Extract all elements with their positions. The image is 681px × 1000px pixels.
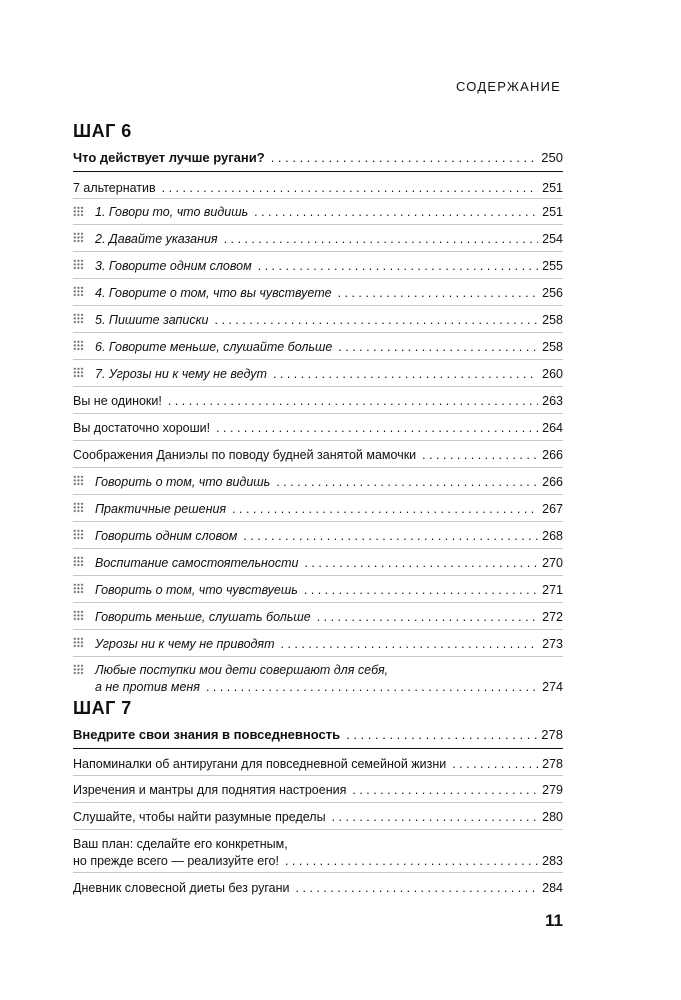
toc-entry-text: Практичные решения: [95, 502, 227, 516]
toc-subentry[interactable]: [73, 199, 563, 225]
toc-subentry[interactable]: [73, 603, 563, 630]
toc-page-number: 279: [542, 783, 563, 797]
toc-entry[interactable]: [73, 776, 563, 803]
grid-bullet-icon: [73, 206, 84, 217]
toc-entry-text: 6. Говорите меньше, слушайте больше: [95, 340, 333, 354]
toc-subentry[interactable]: [73, 252, 563, 279]
grid-bullet-icon: [73, 367, 84, 378]
toc-page-number: 251: [542, 205, 563, 219]
grid-bullet-icon: [73, 286, 84, 297]
toc-page-number: 260: [542, 367, 563, 381]
toc-entry-text: 5. Пишите записки: [95, 313, 209, 327]
grid-bullet-icon: [73, 340, 84, 351]
toc-entry-text: Воспитание самостоятельности: [95, 556, 299, 570]
grid-bullet-icon: [73, 664, 84, 675]
toc-page-number: 271: [542, 583, 563, 597]
grid-bullet-icon: [73, 313, 84, 324]
toc-entry-text-line1: Ваш план: сделайте его конкретным,: [73, 837, 288, 851]
toc-subentry[interactable]: [73, 225, 563, 252]
toc-entry-text-line2: но прежде всего — реализуйте его!: [73, 854, 279, 868]
toc-entry-text: Изречения и мантры для поднятия настроения: [73, 783, 347, 797]
toc-page-number: 267: [542, 502, 563, 516]
grid-bullet-icon: [73, 637, 84, 648]
toc-entry-text: Слушайте, чтобы найти разумные пределы: [73, 810, 326, 824]
toc-page-number: 268: [542, 529, 563, 543]
running-head: СОДЕРЖАНИЕ: [455, 79, 561, 94]
toc-entry-text: 3. Говорите одним словом: [95, 259, 252, 273]
toc-page-number: 278: [542, 757, 563, 771]
grid-bullet-icon: [73, 610, 84, 621]
step-6-section: [73, 121, 563, 697]
toc-page-number: 283: [542, 854, 563, 868]
toc-heading-step-7[interactable]: [73, 726, 563, 749]
toc-page-number: 256: [542, 286, 563, 300]
toc-page-number: 270: [542, 556, 563, 570]
toc-subentry[interactable]: [73, 549, 563, 576]
step-7-section: [73, 698, 563, 899]
toc-page-number: 273: [542, 637, 563, 651]
toc-subentry[interactable]: [73, 468, 563, 495]
toc-subentry[interactable]: [73, 279, 563, 306]
toc-subentry[interactable]: [73, 360, 563, 387]
toc-page-number: 266: [542, 448, 563, 462]
toc-entry[interactable]: [73, 749, 563, 776]
toc-entry-text: Дневник словесной диеты без ругани: [73, 881, 290, 895]
toc-entry-text: Соображения Даниэлы по поводу будней занятой мамочки: [73, 448, 417, 462]
toc-page-number: 258: [542, 313, 563, 327]
toc-entry-text: Вы не одиноки!: [73, 394, 162, 408]
toc-page-number: 264: [542, 421, 563, 435]
toc-page-number: 272: [542, 610, 563, 624]
toc-entry-text: 7 альтернатив: [73, 181, 156, 195]
toc-entry-text-line1: Любые поступки мои дети совершают для себя,: [95, 663, 389, 677]
page-number: 11: [545, 911, 563, 930]
toc-heading-text: Внедрите свои знания в повседневность: [73, 727, 341, 742]
toc-entry-text: Говорить о том, что видишь: [95, 475, 271, 489]
toc-page-number: 254: [542, 232, 563, 246]
grid-bullet-icon: [73, 475, 84, 486]
toc-page-number: 274: [542, 680, 563, 694]
toc-entry-text: 2. Давайте указания: [95, 232, 218, 246]
toc-subentry[interactable]: [73, 306, 563, 333]
toc-subentry[interactable]: [73, 657, 563, 697]
toc-page-number: 263: [542, 394, 563, 408]
toc-entry-text: 1. Говори то, что видишь: [95, 205, 249, 219]
toc-page-number: 266: [542, 475, 563, 489]
toc-entry-text: Вы достаточно хороши!: [73, 421, 211, 435]
grid-bullet-icon: [73, 583, 84, 594]
toc-entry[interactable]: [73, 414, 563, 441]
toc-entry-text: Говорить о том, что чувствуешь: [95, 583, 298, 597]
toc-entry[interactable]: [73, 803, 563, 830]
toc-entry[interactable]: [73, 387, 563, 414]
toc-subentry[interactable]: [73, 495, 563, 522]
toc-page-number: 278: [541, 727, 563, 742]
grid-bullet-icon: [73, 232, 84, 243]
toc-subentry[interactable]: [73, 333, 563, 360]
toc-entry-text-line2: а не против меня: [95, 680, 200, 694]
toc-entry-text: Угрозы ни к чему не приводят: [95, 637, 275, 651]
toc-page-number: 251: [542, 181, 563, 195]
grid-bullet-icon: [73, 556, 84, 567]
toc-heading-text: Что действует лучше ругани?: [73, 150, 265, 165]
toc-page-number: 258: [542, 340, 563, 354]
toc-heading-step-6[interactable]: [73, 149, 563, 172]
step-6-title: ШАГ 6: [73, 121, 132, 141]
toc-entry-text: Говорить меньше, слушать больше: [95, 610, 311, 624]
toc-page-number: 280: [542, 810, 563, 824]
toc-entry[interactable]: [73, 172, 563, 199]
toc-entry-text: 7. Угрозы ни к чему не ведут: [95, 367, 267, 381]
grid-bullet-icon: [73, 529, 84, 540]
toc-entry-text: Напоминалки об антиругани для повседневной семейной жизни: [73, 757, 447, 771]
grid-bullet-icon: [73, 259, 84, 270]
toc-page-number: 284: [542, 881, 563, 895]
grid-bullet-icon: [73, 502, 84, 513]
toc-subentry[interactable]: [73, 630, 563, 657]
toc-subentry[interactable]: [73, 522, 563, 549]
toc-entry-text: Говорить одним словом: [95, 529, 238, 543]
toc-subentry[interactable]: [73, 576, 563, 603]
toc-entry-text: 4. Говорите о том, что вы чувствуете: [95, 286, 332, 300]
step-7-title: ШАГ 7: [73, 698, 132, 718]
toc-entry[interactable]: [73, 441, 563, 468]
toc-page-number: 255: [542, 259, 563, 273]
toc-entry[interactable]: [73, 830, 563, 873]
toc-entry[interactable]: [73, 873, 563, 899]
toc-page-number: 250: [541, 150, 563, 165]
